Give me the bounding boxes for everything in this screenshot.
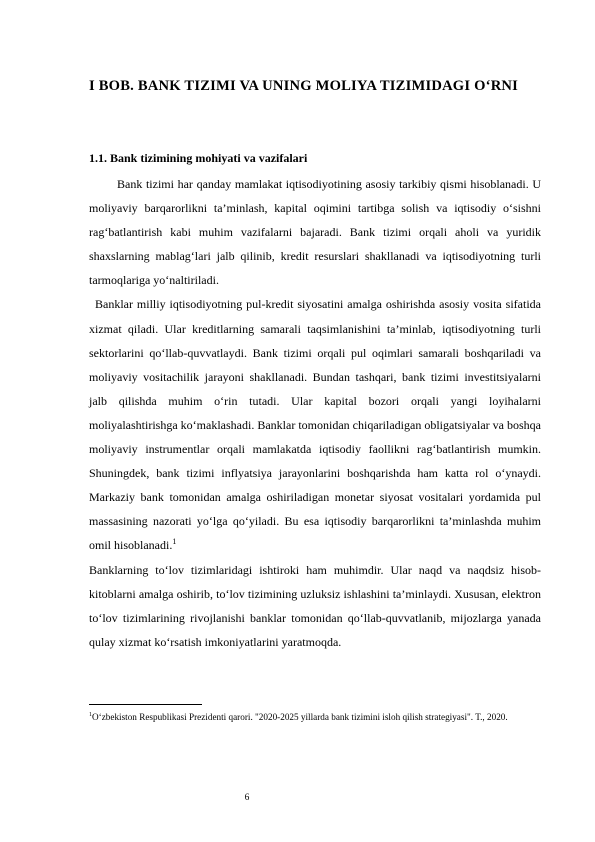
body-text xyxy=(89,172,541,654)
paragraph-2-text: Banklar milliy iqtisodiyotning pul-kredit siyosatini amalga oshirishda asosiy vosita sifatida xizmat qiladi. Ular kreditlarning samarali taqsimlanishini ta’minlab, iqtisodiyotning turli sektorlarini qo‘llab-quvvatlaydi. Bank tizimi orqali pul oqimlari samarali boshqariladi va moliyaviy vositachilik jarayoni shakllanadi. Bundan tashqari, bank tizimi investitsiyalarni jalb qilishda muhim o‘rin tutadi. Ular kapital bozori orqali yangi loyihalarni moliyalashtirishga ko‘maklashadi. Banklar tomonidan chiqariladigan obligatsiyalar va boshqa moliyaviy instrumentlar orqali mamlakatda iqtisodiy faollikni rag‘batlantirish mumkin. Shuningdek, bank tizimi inflyatsiya jarayonlarini boshqarishda ham katta rol o‘ynaydi. Markaziy bank tomonidan amalga oshiriladigan monetar siyosat vositalari yordamida pul massasining nazorati yo‘lga qo‘yiladi. Bu esa iqtisodiy barqarorlikni ta’minlashda muhim omil hisoblanadi. xyxy=(89,297,541,553)
chapter-title: I BOB. BANK TIZIMI VA UNING MOLIYA TIZIMIDAGI O‘RNI xyxy=(89,78,519,94)
paragraph-3: Banklarning to‘lov tizimlaridagi ishtiroki ham muhimdir. Ular naqd va naqdsiz hisob-kitoblarni amalga oshirib, to‘lov tizimining uzluksiz ishlashini ta’minlaydi. Xususan, elektron to‘lov tizimlarining rivojlanishi banklar tomonidan qo‘llab-quvvatlanib, mijozlarga yanada qulay xizmat ko‘rsatish imkoniyatlarini yaratmoqda. xyxy=(89,562,541,649)
footnote-reference[interactable]: 1 xyxy=(172,537,177,547)
section-title: 1.1. Bank tizimining mohiyati va vazifalari xyxy=(89,151,308,165)
footnote-marker: 1 xyxy=(89,711,92,718)
paragraph-2 xyxy=(89,292,541,557)
paragraph-1: Bank tizimi har qanday mamlakat iqtisodiyotining asosiy tarkibiy qismi hisoblanadi. U moliyaviy barqarorlikni ta’minlash, kapital oqimini tartibga solish va iqtisodiy o‘sishni rag‘batlantirish kabi muhim vazifalarni bajaradi. Bank tizimi orqali aholi va yuridik shaxslarning mablag‘lari jalb qilinib, kredit resurslari shakllanadi va iqtisodiyotning turli tarmoqlariga yo‘naltiriladi. xyxy=(89,177,541,288)
footnote xyxy=(89,707,541,727)
page-number: 6 xyxy=(244,793,250,803)
footnote-text: O‘zbekiston Respublikasi Prezidenti qarori. "2020-2025 yillarda bank tizimini isloh qilish strategiyasi". T., 2020. xyxy=(92,712,508,722)
footnote-divider xyxy=(89,704,202,705)
